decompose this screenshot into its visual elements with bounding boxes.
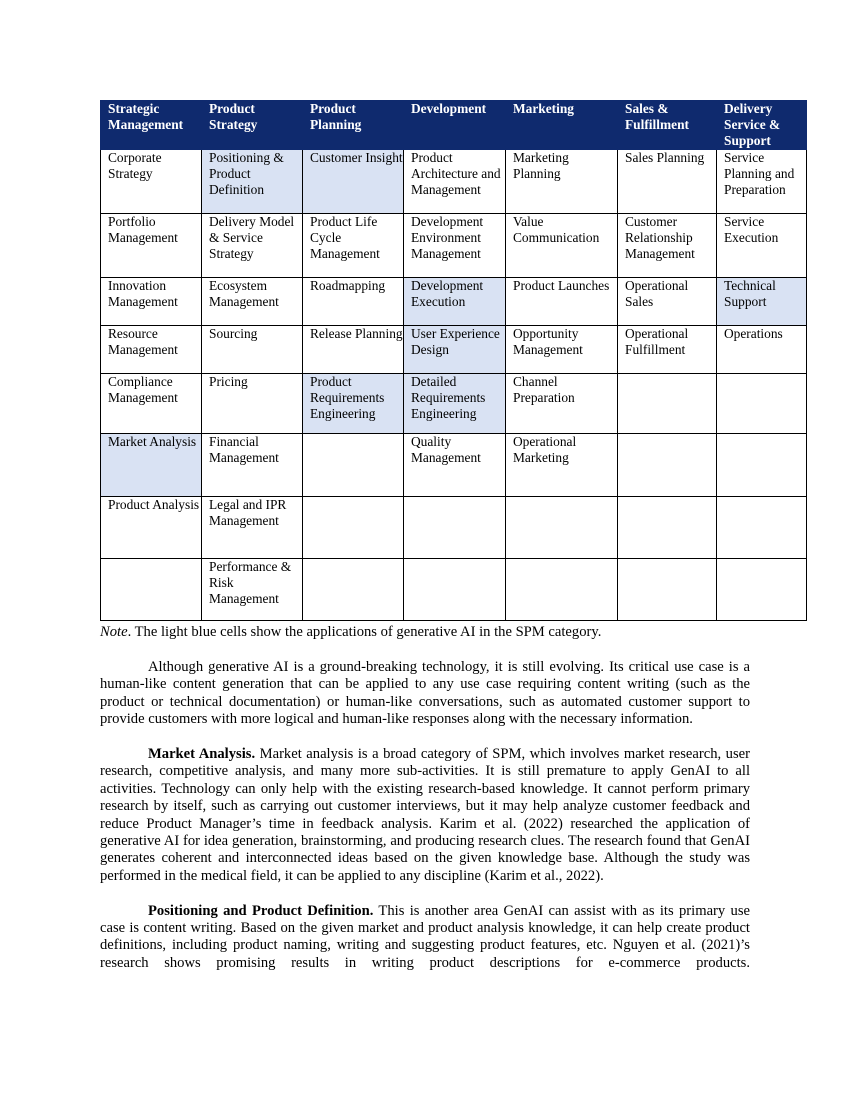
table-cell [101,559,202,621]
table-cell: Compliance Management [101,374,202,434]
table-cell: Development Environment Management [404,214,506,278]
table-cell: Development Execution [404,278,506,326]
table-cell: Quality Management [404,434,506,497]
market-analysis-text: Market analysis is a broad category of SPM, which involves market research, user research, competitive analysis, and many more sub-activities. It is still premature to apply GenAI to all activities. Technology can only help with the existing research-based knowledge. It cannot perform primary research by itself, such as carrying out customer interviews, but it may help analyze customer feedback and reduce Product Manager’s time in feedback analysis. Karim et al. (2022) researched the application of generative AI for idea generation, brainstorming, and producing research clues. The research found that GenAI generates coherent and interconnected ideas based on the given knowledge base. Although the study was performed in the medical field, it can be applied to any discipline (Karim et al., 2022). [100,746,750,884]
table-cell: Technical Support [717,278,807,326]
table-cell: Delivery Model & Service Strategy [202,214,303,278]
table-cell [303,497,404,559]
note-label: Note [100,624,128,640]
note-text: . The light blue cells show the applications of generative AI in the SPM category. [127,624,602,640]
table-cell: Value Communication [506,214,618,278]
table-cell [618,497,717,559]
table-cell: Service Planning and Preparation [717,150,807,214]
table-cell: Ecosystem Management [202,278,303,326]
table-body [101,150,807,621]
table-cell: Product Analysis [101,497,202,559]
table-cell: Pricing [202,374,303,434]
table-cell [717,374,807,434]
table-cell: Marketing Planning [506,150,618,214]
heading-market-analysis: Market Analysis. [148,746,256,763]
table-cell: Opportunity Management [506,326,618,374]
column-header: Product Strategy [202,101,303,150]
table-cell: Product Launches [506,278,618,326]
column-header: Sales & Fulfillment [618,101,717,150]
table-cell: Channel Preparation [506,374,618,434]
table-cell: Detailed Requirements Engineering [404,374,506,434]
table-cell: Portfolio Management [101,214,202,278]
table-row [101,278,807,326]
body-section [100,659,750,972]
table-cell [404,497,506,559]
paragraph-market-analysis [100,746,750,885]
table-row [101,559,807,621]
table-cell: User Experience Design [404,326,506,374]
table-header-row [101,101,807,150]
table-cell: Operational Fulfillment [618,326,717,374]
table-cell [717,497,807,559]
table-row [101,150,807,214]
table-cell: Resource Management [101,326,202,374]
table-cell: Release Planning [303,326,404,374]
column-header: Marketing [506,101,618,150]
table-cell: Operational Marketing [506,434,618,497]
table-cell [618,559,717,621]
paragraph-intro: Although generative AI is a ground-breaking technology, it is still evolving. Its critical use case is a human-like content generation that can be applied to any use case requiring content writing (such as the product or technical documentation) or human-like conversations, such as automated customer support to provide customers with more logical and human-like responses along with the necessary information. [100,659,750,728]
table-cell: Innovation Management [101,278,202,326]
table-cell [303,559,404,621]
table-cell [717,434,807,497]
table-cell: Product Architecture and Management [404,150,506,214]
table-cell [506,559,618,621]
table-cell: Corporate Strategy [101,150,202,214]
table-cell: Performance & Risk Management [202,559,303,621]
spm-activity-table [100,100,807,621]
table-cell: Legal and IPR Management [202,497,303,559]
table-row [101,214,807,278]
column-header: Strategic Management [101,101,202,150]
table-row [101,374,807,434]
table-cell: Positioning & Product Definition [202,150,303,214]
table-note [100,623,601,641]
table-cell: Operational Sales [618,278,717,326]
table-cell: Market Analysis [101,434,202,497]
table-cell: Roadmapping [303,278,404,326]
heading-positioning: Positioning and Product Definition. [148,902,374,919]
table-cell: Product Life Cycle Management [303,214,404,278]
column-header: Delivery Service & Support [717,101,807,150]
table-row [101,326,807,374]
table-cell [618,434,717,497]
column-header: Product Planning [303,101,404,150]
table-cell: Product Requirements Engineering [303,374,404,434]
table-cell [506,497,618,559]
table-cell: Customer Relationship Management [618,214,717,278]
table-cell: Operations [717,326,807,374]
table-cell [717,559,807,621]
table-cell: Sourcing [202,326,303,374]
table-cell [303,434,404,497]
table-cell [618,374,717,434]
positioning-text: This is another area GenAI can assist with as its primary use case is content writing. Based on the given market and product analysis knowledge, it can help create product definitions, including product naming, writing and suggesting product features, etc. Nguyen et al. (2021)’s research shows promising results in writing product descriptions for e-commerce products. [100,902,750,971]
table-cell: Sales Planning [618,150,717,214]
table-cell [404,559,506,621]
table-cell: Service Execution [717,214,807,278]
table-cell: Customer Insight [303,150,404,214]
table-row [101,497,807,559]
table-cell: Financial Management [202,434,303,497]
column-header: Development [404,101,506,150]
table-row [101,434,807,497]
paragraph-positioning [100,903,750,973]
